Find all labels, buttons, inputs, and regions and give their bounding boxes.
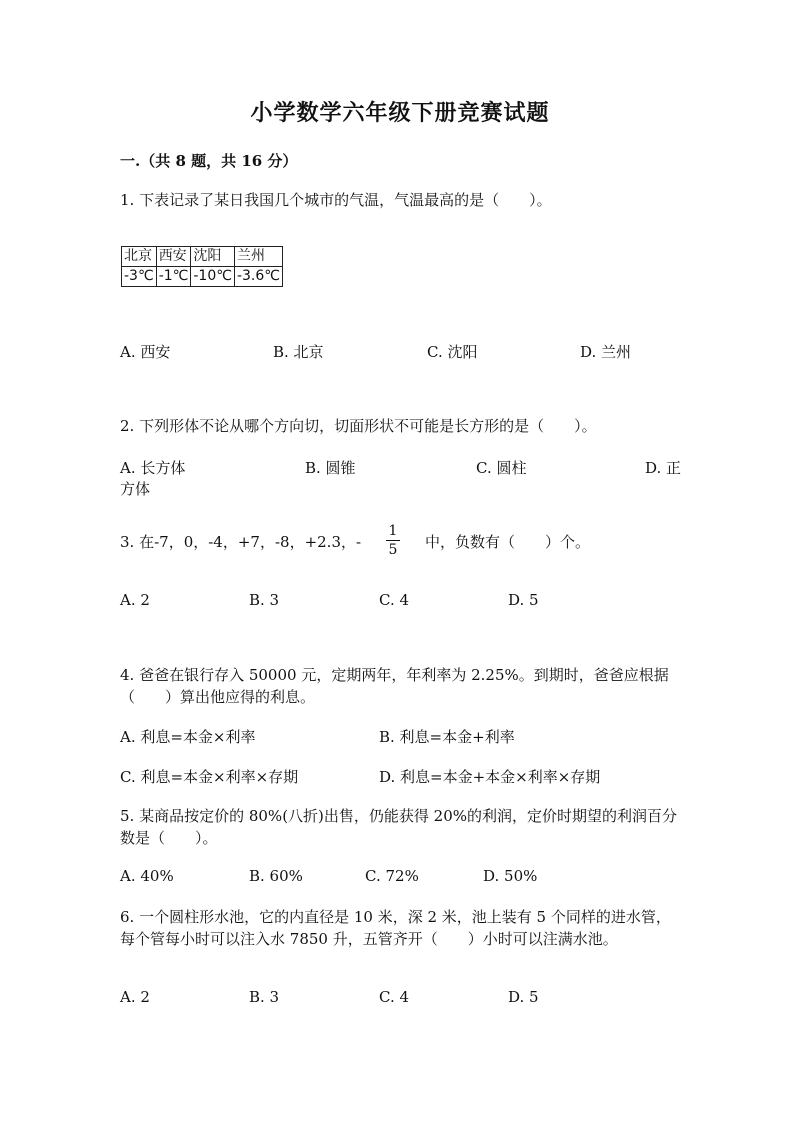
q2-option-a[interactable]: A. 长方体	[120, 459, 186, 477]
table-cell: 西安	[156, 247, 191, 267]
table-cell: -1℃	[156, 267, 191, 287]
q1-option-b[interactable]: B. 北京	[273, 343, 324, 361]
q4-option-d[interactable]: D. 利息=本金+本金×利率×存期	[379, 768, 601, 786]
q5-option-a[interactable]: A. 40%	[120, 867, 174, 885]
q5-option-c[interactable]: C. 72%	[365, 867, 419, 885]
q5-option-b[interactable]: B. 60%	[249, 867, 303, 885]
table-cell: -3℃	[122, 267, 157, 287]
table-cell: 沈阳	[191, 247, 235, 267]
q1-option-d[interactable]: D. 兰州	[580, 343, 632, 361]
q2-option-d-continued: 方体	[120, 480, 151, 498]
fraction-one-fifth	[383, 522, 403, 559]
q1-option-c[interactable]: C. 沈阳	[427, 343, 478, 361]
q2-option-c[interactable]: C. 圆柱	[476, 459, 527, 477]
q1-option-a[interactable]: A. 西安	[120, 343, 171, 361]
q6-option-a[interactable]: A. 2	[120, 988, 150, 1006]
q4-option-c[interactable]: C. 利息=本金×利率×存期	[120, 768, 299, 786]
question-6-text: 6. 一个圆柱形水池，它的内直径是 10 米，深 2 米，池上装有 5 个同样的进水管，每个管每小时可以注入水 7850 升，五管齐开（ ）小时可以注满水池。	[120, 908, 671, 948]
q2-option-b[interactable]: B. 圆锥	[305, 459, 356, 477]
fraction-denominator: 5	[388, 542, 398, 558]
q3-option-b[interactable]: B. 3	[249, 591, 280, 609]
temperature-table	[121, 246, 283, 287]
q4-option-b[interactable]: B. 利息=本金+利率	[379, 728, 515, 746]
q6-option-c[interactable]: C. 4	[379, 988, 410, 1006]
question-2-text: 2. 下列形体不论从哪个方向切，切面形状不可能是长方形的是（ ）。	[120, 417, 597, 435]
table-row	[122, 247, 283, 267]
fraction-numerator: 1	[388, 523, 398, 539]
question-1-text: 1. 下表记录了某日我国几个城市的气温，气温最高的是（ ）。	[120, 191, 552, 209]
question-3-text-after: 中，负数有（ ）个。	[425, 533, 591, 551]
q5-option-d[interactable]: D. 50%	[483, 867, 538, 885]
question-5-text: 5. 某商品按定价的 80%(八折)出售，仍能获得 20%的利润，定价时期望的利润百分数是（ ）。	[120, 807, 678, 847]
question-4-text: 4. 爸爸在银行存入 50000 元，定期两年，年利率为 2.25%。到期时，爸爸应根据（ ）算出他应得的利息。	[120, 666, 669, 706]
q3-option-c[interactable]: C. 4	[379, 591, 410, 609]
section-header: 一.（共 8 题，共 16 分）	[120, 152, 298, 170]
table-cell: 北京	[122, 247, 157, 267]
table-cell: -3.6℃	[234, 267, 282, 287]
q6-option-d[interactable]: D. 5	[508, 988, 539, 1006]
q6-option-b[interactable]: B. 3	[249, 988, 280, 1006]
table-cell: 兰州	[234, 247, 282, 267]
q4-option-a[interactable]: A. 利息=本金×利率	[120, 728, 256, 746]
q2-option-d[interactable]: D. 正	[645, 459, 682, 477]
q3-option-d[interactable]: D. 5	[508, 591, 539, 609]
table-cell: -10℃	[191, 267, 235, 287]
table-row	[122, 267, 283, 287]
q3-option-a[interactable]: A. 2	[120, 591, 150, 609]
question-3-text-before: 3. 在-7，0，-4，+7，-8，+2.3，-	[120, 533, 362, 551]
page-title: 小学数学六年级下册竞赛试题	[250, 100, 550, 126]
